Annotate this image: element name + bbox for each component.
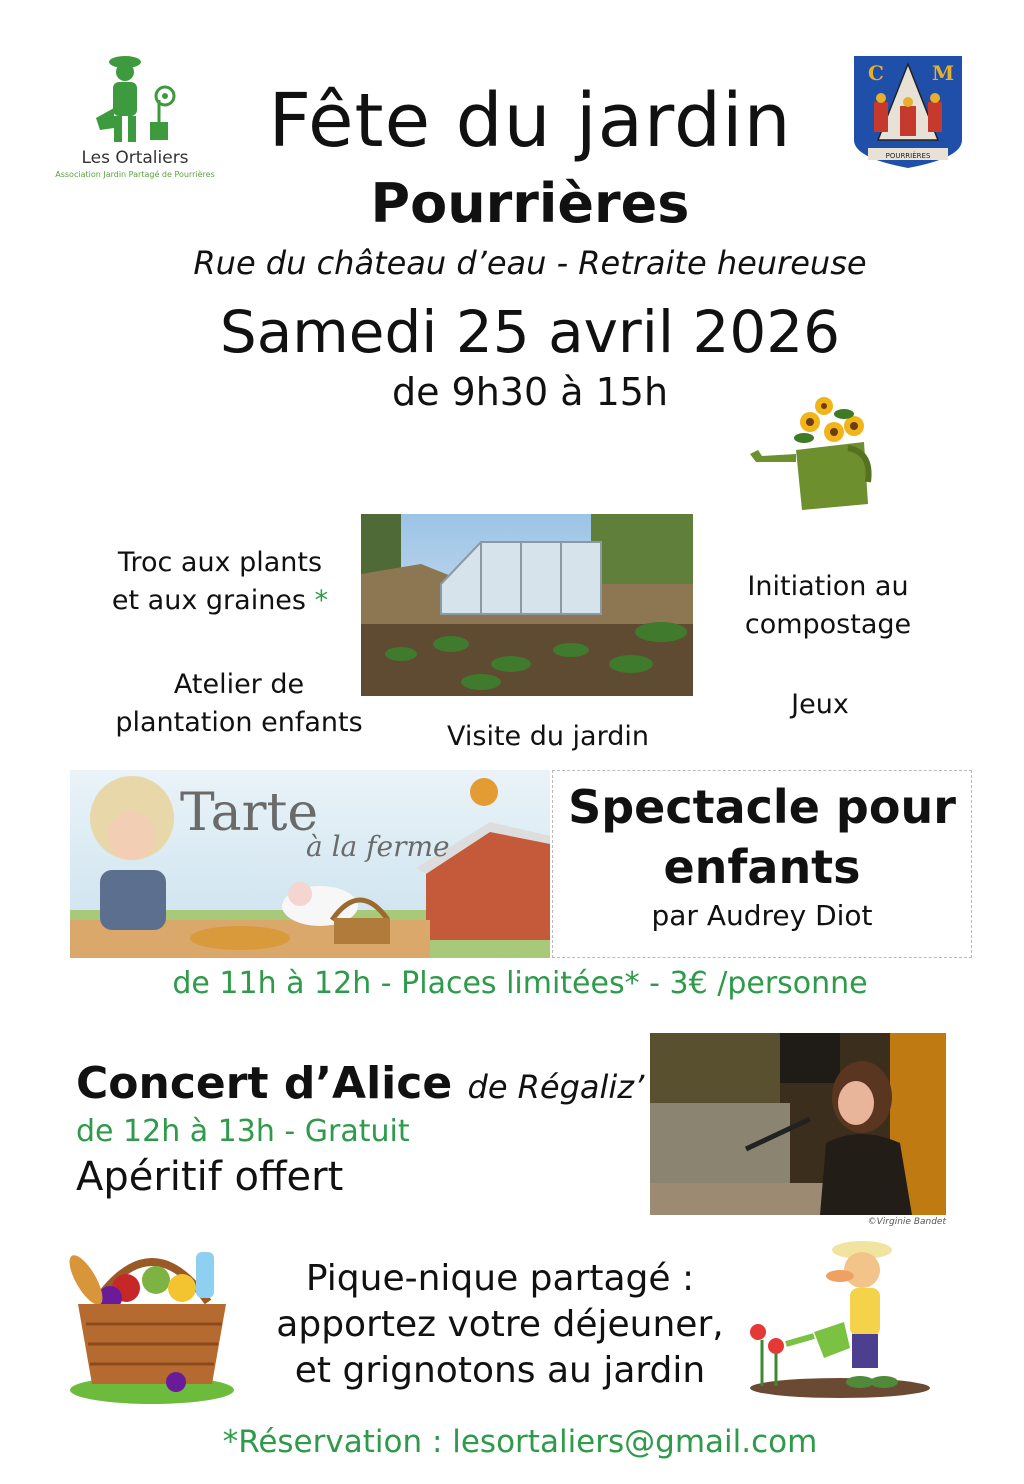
activity-games: Jeux bbox=[791, 689, 849, 720]
event-city: Pourrières bbox=[370, 172, 690, 235]
gardener-cartoon-image bbox=[740, 1236, 936, 1400]
watering-can-image bbox=[748, 392, 878, 516]
crest-banner-text: POURRIÈRES bbox=[885, 152, 931, 160]
concert-title-sub: de Régaliz’ bbox=[467, 1068, 645, 1106]
concert-time: de 12h à 13h - Gratuit bbox=[76, 1114, 410, 1149]
greenhouse-image bbox=[361, 514, 693, 696]
watering-can-icon bbox=[748, 392, 878, 516]
activity-kids-planting-line1: Atelier de bbox=[173, 669, 305, 700]
picnic-text bbox=[250, 1256, 750, 1394]
concert-title bbox=[76, 1058, 656, 1109]
picnic-basket-image bbox=[56, 1232, 242, 1408]
activity-composting-line1: Initiation au bbox=[747, 571, 909, 602]
asterisk-note: * bbox=[314, 585, 329, 616]
kids-show-performer: par Audrey Diot bbox=[651, 899, 873, 932]
concert-title-main: Concert d’Alice bbox=[76, 1058, 453, 1109]
event-address: Rue du château d’eau - Retraite heureuse bbox=[193, 244, 867, 282]
kids-show-info: de 11h à 12h - Places limitées* - 3€ /personne bbox=[172, 966, 868, 1001]
singer-image bbox=[650, 1033, 946, 1215]
event-title: Fête du jardin bbox=[268, 78, 792, 164]
crest-letter-m: M bbox=[932, 61, 955, 85]
crest-letter-c: C bbox=[868, 61, 884, 85]
picnic-basket-icon bbox=[56, 1232, 242, 1408]
tarte-title-big: Tarte bbox=[180, 783, 319, 843]
tarte-title-small: à la ferme bbox=[306, 830, 450, 863]
pourrieres-crest bbox=[852, 54, 964, 172]
picnic-line3: et grignotons au jardin bbox=[294, 1350, 706, 1391]
activity-composting bbox=[720, 568, 936, 644]
activity-composting-line2: compostage bbox=[744, 609, 912, 640]
activity-seed-swap-line2: et aux graines bbox=[111, 585, 306, 616]
picnic-line2: apportez votre déjeuner, bbox=[276, 1304, 724, 1345]
activity-seed-swap-line1: Troc aux plants bbox=[117, 547, 323, 578]
gardener-cartoon-icon bbox=[740, 1236, 936, 1400]
picnic-line1: Pique-nique partagé : bbox=[305, 1258, 695, 1299]
singer-photo bbox=[650, 1033, 946, 1215]
activity-garden-visit: Visite du jardin bbox=[447, 721, 649, 752]
activity-seed-swap bbox=[90, 544, 350, 620]
reservation-contact: *Réservation : lesortaliers@gmail.com bbox=[222, 1424, 818, 1460]
aperitif-note: Apéritif offert bbox=[76, 1154, 344, 1200]
logo-name: Les Ortaliers bbox=[81, 148, 189, 168]
coat-of-arms-icon bbox=[852, 54, 964, 172]
logo-tagline: Association Jardin Partagé de Pourrières bbox=[55, 170, 215, 179]
kids-show-title-line1: Spectacle pour bbox=[568, 780, 956, 834]
farm-illustration bbox=[70, 770, 550, 958]
event-hours: de 9h30 à 15h bbox=[391, 370, 669, 414]
kids-show-title bbox=[553, 777, 971, 897]
activity-kids-planting bbox=[104, 666, 374, 742]
event-date: Samedi 25 avril 2026 bbox=[219, 298, 841, 366]
tarte-a-la-ferme-banner bbox=[70, 770, 550, 958]
activity-kids-planting-line2: plantation enfants bbox=[115, 707, 363, 738]
kids-show-box bbox=[552, 770, 972, 958]
kids-show-title-line2: enfants bbox=[663, 840, 861, 894]
garden-photo bbox=[361, 514, 693, 696]
photo-credit: ©Virginie Bandet bbox=[867, 1217, 946, 1227]
